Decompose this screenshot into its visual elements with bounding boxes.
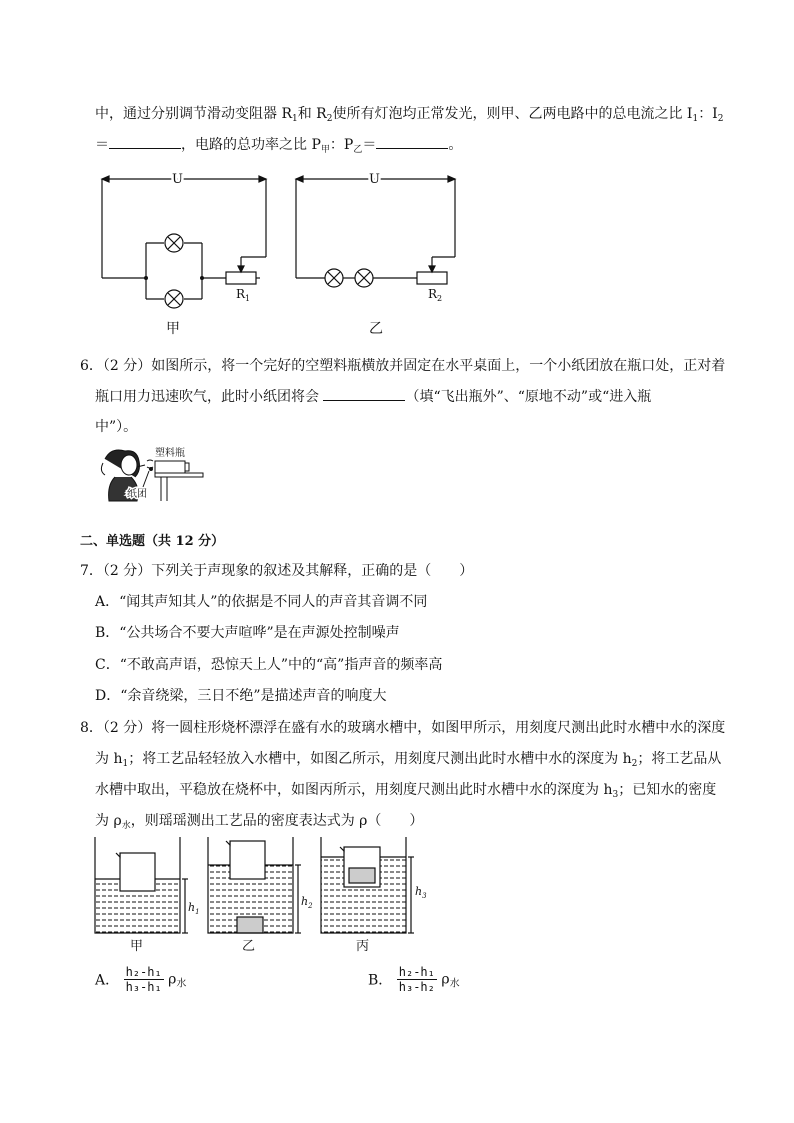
q8-line4: 为 $\rho_水$，则瑶瑶测出工艺品的密度表达式为 ρ（ ） <box>95 813 424 831</box>
fraction: $\frac{\text{h₂-h₁}}{\text{h₃-h₁}}$ <box>125 965 162 994</box>
rheostat-label: $R_2$ <box>428 287 443 303</box>
figure-caption: 乙 <box>369 321 383 337</box>
q7-option-c[interactable]: C．“不敢高声语，恐惊天上人”中的“高”指声音的频率高 <box>95 657 443 673</box>
tank-caption: 丙 <box>356 939 370 954</box>
q8-line3: 水槽中取出，平稳放在烧杯中，如图丙所示，用刻度尺测出此时水槽中水的深度为 $h_3$；已知水的密度 <box>95 782 717 800</box>
q7-option-b[interactable]: B．“公共场合不要大声喧哗”是在声源处控制噪声 <box>95 625 400 641</box>
tank-caption: 乙 <box>242 939 256 954</box>
q8-option-a[interactable]: A． $\frac{\text{h₂-h₁}}{\text{h₃-h₁}}$ $\rho_水$ <box>95 965 187 994</box>
tank-a <box>95 837 188 933</box>
q8-line2: 为 $h_1$；将工艺品轻轻放入水槽中，如图乙所示，用刻度尺测出此时水槽中水的深度为 $h_2$；将工艺品从 <box>95 751 722 769</box>
circuit-diagram-b <box>285 165 465 340</box>
q6-line3: 中”）。 <box>95 419 138 435</box>
q7-option-d[interactable]: D．“余音绕梁，三日不绝”是描述声音的响度大 <box>95 688 387 704</box>
depth-label-h1: $h_1$ <box>188 901 200 916</box>
q8-line1: 8．（2 分）将一圆柱形烧杯漂浮在盛有水的玻璃水槽中，如图甲所示，用刻度尺测出此时水槽中水的深度 <box>80 720 726 736</box>
water-tank-figures <box>90 833 440 958</box>
tank-b <box>208 837 301 933</box>
figure-caption: 甲 <box>166 321 180 337</box>
answer-blank-power-ratio[interactable] <box>376 134 448 149</box>
q5-line2: ＝ ，电路的总功率之比 $P_甲$：$P_乙=$ 。 <box>95 134 462 155</box>
tank-caption: 甲 <box>130 939 144 954</box>
q6-line1: 6．（2 分）如图所示，将一个完好的空塑料瓶横放并固定在水平桌面上，一个小纸团放在瓶口处，正对着 <box>80 358 726 374</box>
section-title: 二、单选题（共 12 分） <box>80 534 225 549</box>
depth-label-h3: $h_3$ <box>415 885 427 900</box>
q7-stem: 7．（2 分）下列关于声现象的叙述及其解释，正确的是（ ） <box>80 563 474 579</box>
rheostat-label: $R_1$ <box>236 287 251 303</box>
depth-label-h2: $h_2$ <box>301 895 313 910</box>
label-paper-ball: 纸团 <box>127 489 147 500</box>
label-plastic-bottle: 塑料瓶 <box>155 448 185 459</box>
answer-blank-paper-ball[interactable] <box>323 386 405 401</box>
q8-option-b[interactable]: B． $\frac{\text{h₂-h₁}}{\text{h₃-h₂}}$ $\rho_水$ <box>368 965 460 994</box>
circuit-diagram-a <box>90 165 280 340</box>
q7-option-a[interactable]: A．“闻其声知其人”的依据是不同人的声音其音调不同 <box>95 594 428 610</box>
tank-c <box>321 837 414 933</box>
answer-blank-current-ratio[interactable] <box>109 134 181 149</box>
voltage-label: U <box>172 172 183 187</box>
q5-line1: 中，通过分别调节滑动变阻器 $R_1$和 $R_2$使所有灯泡均正常发光，则甲、乙两电路中的总电流之比 $I_1$：$I_2$ <box>95 106 724 124</box>
q6-line2: 瓶口用力迅速吹气，此时小纸团将会 （填“飞出瓶外”、“原地不动”或“进入瓶 <box>95 386 651 406</box>
voltage-label: U <box>369 172 380 187</box>
blowing-bottle-figure <box>97 443 207 503</box>
fraction: $\frac{\text{h₂-h₁}}{\text{h₃-h₂}}$ <box>398 965 435 994</box>
